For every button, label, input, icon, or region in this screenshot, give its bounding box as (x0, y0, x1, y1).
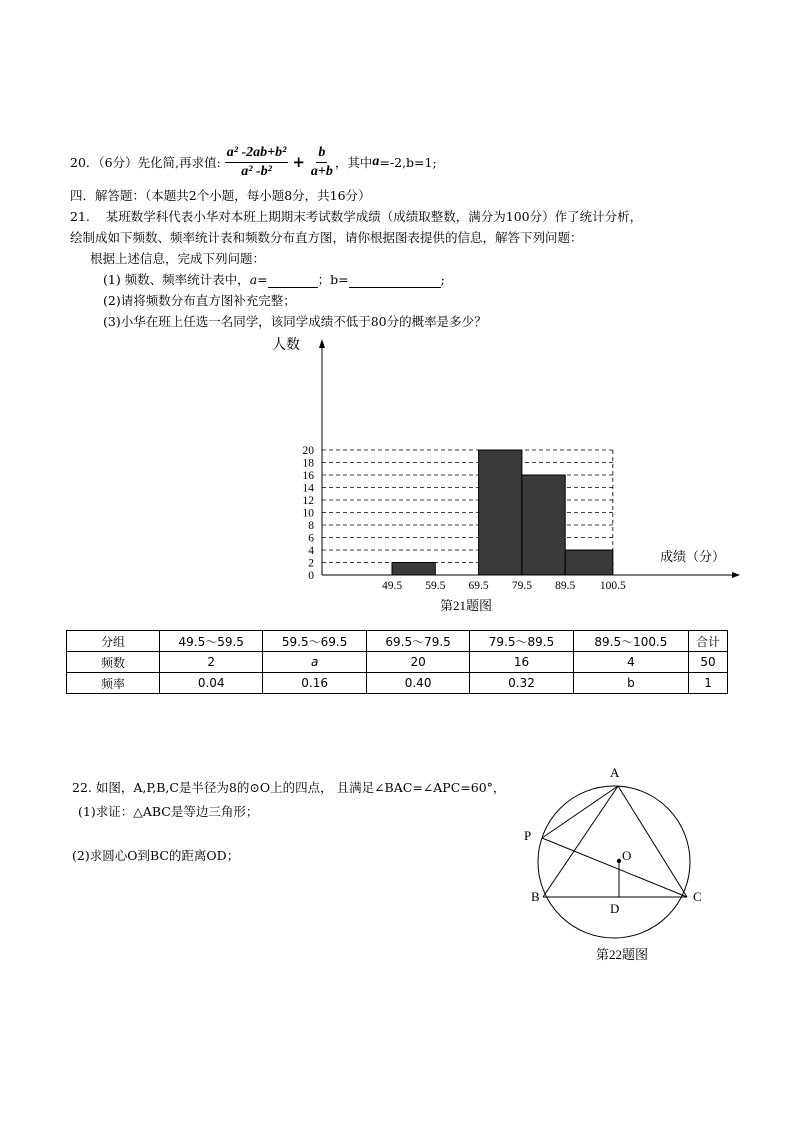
histogram-bar (522, 475, 565, 575)
y-axis-arrow (319, 339, 325, 348)
frequency-table (66, 630, 728, 694)
table-cell: 合计 (689, 631, 728, 652)
y-tick-label: 20 (302, 445, 314, 457)
q21-sub1-end: ; (440, 272, 445, 287)
y-axis-label: 人数 (272, 338, 300, 353)
table-cell: 1 (689, 673, 728, 694)
q21-line-3: 根据上述信息，完成下列问题： (90, 251, 266, 266)
label-c: C (693, 889, 702, 904)
histogram-bar (392, 563, 435, 576)
x-axis-arrow (732, 572, 740, 578)
q21-line-2: 绘制成如下频数、频率统计表和频数分布直方图，请你根据图表提供的信息，解答下列问题： (70, 230, 583, 245)
q20-prefix: 20．（6分）先化简,再求值: (70, 155, 221, 170)
y-tick-label: 14 (302, 482, 314, 495)
q21-sub-3: (3)小华在班上任选一名同学，该同学成绩不低于80分的概率是多少？ (103, 314, 487, 329)
q21-sub1-sep: ；b= (317, 272, 349, 287)
table-cell: 50 (689, 652, 728, 673)
table-cell: 16 (470, 652, 573, 673)
q20-fraction-2 (309, 145, 335, 180)
histogram-bar (565, 550, 613, 575)
q20-frac2-denominator: a+b (310, 163, 333, 179)
x-tick-label: 59.5 (425, 580, 446, 592)
x-tick-label: 100.5 (599, 580, 626, 592)
table-row (67, 652, 728, 673)
section-4-heading: 四．解答题：（本题共2个小题，每小题8分，共16分） (70, 188, 371, 203)
table-cell: a (263, 652, 366, 673)
table-cell: b (573, 673, 688, 694)
q21-sub1-var-a: a (249, 272, 258, 287)
table-cell: 49.5～59.5 (160, 631, 263, 652)
table-cell: 79.5～89.5 (470, 631, 573, 652)
y-tick-label: 10 (302, 507, 314, 520)
q20-suffix-a: ，其中 (334, 155, 373, 170)
label-d: D (610, 901, 620, 916)
q20-fraction-1 (225, 145, 289, 180)
histogram-bar (479, 450, 522, 575)
q22-sub-2: (2)求圆心O到BC的距离OD； (72, 848, 240, 863)
q21-sub-1 (103, 270, 445, 288)
figure-22-caption: 第22题图 (596, 947, 649, 962)
q21-line-1: 21. 某班数学科代表小华对本班上期期末考试数学成绩（成绩取整数，满分为100分）作了统计分析， (70, 209, 643, 224)
table-row-header: 分组 (67, 631, 160, 652)
y-tick-label: 16 (302, 470, 314, 482)
table-cell: 20 (366, 652, 469, 673)
q20-suffix-b: =-2,b=1; (379, 154, 437, 170)
q20-var-a: a (372, 154, 380, 169)
label-b: B (531, 889, 540, 904)
center-point-o (617, 859, 621, 863)
side-ab (543, 786, 618, 897)
table-row-header: 频率 (67, 673, 160, 694)
label-a: A (610, 765, 620, 780)
q20-line (70, 142, 437, 182)
q21-sub1-eq: = (257, 272, 268, 287)
q20-frac2-numerator: b (316, 145, 327, 163)
circle-diagram (520, 762, 720, 967)
table-cell: 0.32 (470, 673, 573, 694)
x-tick-label: 49.5 (381, 580, 403, 592)
y-tick-label: 12 (302, 495, 314, 507)
table-cell: 59.5～69.5 (263, 631, 366, 652)
table-row (67, 673, 728, 694)
chart-caption: 第21题图 (440, 598, 493, 613)
segment-pc (542, 838, 687, 897)
answer-blank-a[interactable] (268, 272, 318, 288)
answer-blank-b[interactable] (349, 272, 441, 288)
q22-line-1: 22. 如图，A,P,B,C是半径为8的⊙O上的四点， 且满足∠BAC=∠APC=60°， (72, 780, 506, 795)
side-ac (618, 786, 687, 897)
table-cell: 89.5～100.5 (573, 631, 688, 652)
histogram-chart (270, 335, 750, 625)
q20-frac1-denominator: a² -b² (241, 163, 272, 179)
y-tick-label: 0 (308, 570, 314, 582)
q20-frac1-numerator: a² -2ab+b² (225, 145, 289, 163)
table-cell: 2 (160, 652, 263, 673)
table-cell: 0.04 (160, 673, 263, 694)
table-cell: 69.5～79.5 (366, 631, 469, 652)
q20-plus: + (292, 153, 305, 171)
table-cell: 0.40 (366, 673, 469, 694)
table-cell: 0.16 (263, 673, 366, 694)
table-row-header: 频数 (67, 652, 160, 673)
y-tick-label: 4 (308, 545, 314, 557)
y-tick-label: 2 (308, 557, 314, 570)
x-tick-label: 69.5 (468, 580, 489, 592)
q21-sub1-text: (1) 频数、频率统计表中， (103, 272, 250, 287)
label-p: P (524, 828, 532, 843)
x-axis-label: 成绩（分） (660, 549, 726, 564)
table-cell: 4 (573, 652, 688, 673)
x-tick-label: 89.5 (555, 580, 576, 592)
y-tick-label: 6 (308, 532, 314, 545)
y-tick-label: 18 (302, 457, 314, 470)
label-o: O (622, 848, 632, 863)
q21-sub-2: (2)请将频数分布直方图补充完整； (103, 293, 296, 308)
y-tick-label: 8 (308, 520, 314, 532)
table-row (67, 631, 728, 652)
x-tick-label: 79.5 (511, 580, 532, 592)
q22-sub-1: (1)求证：△ABC是等边三角形； (78, 804, 259, 819)
